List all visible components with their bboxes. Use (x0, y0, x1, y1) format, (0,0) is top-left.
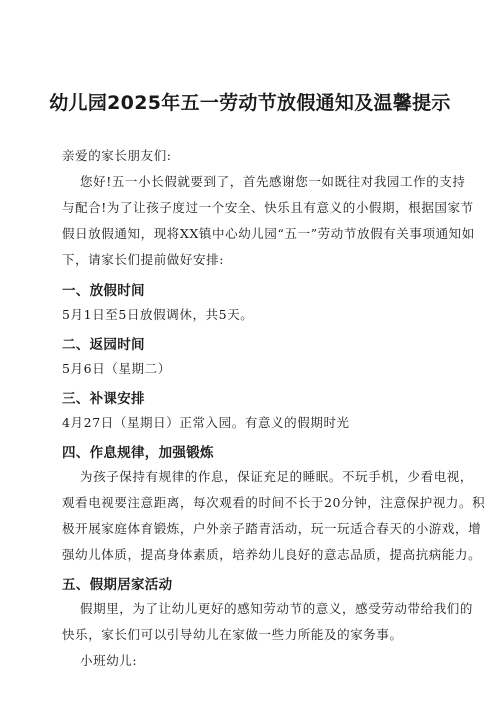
section-text-makeup: 4月27日（星期日）正常入园。有意义的假期时光 (62, 415, 350, 430)
greeting: 亲爱的家长朋友们: (62, 148, 172, 163)
section-heading-routine: 四、作息规律，加强锻炼 (62, 445, 214, 461)
section-text-return: 5月6日（星期二） (62, 361, 171, 376)
section-text-home-2: 快乐，家长们可以引导幼儿在家做一些力所能及的家务事。 (62, 627, 403, 642)
section-text-routine-1: 为孩子保持有规律的作息，保证充足的睡眠。不玩手机，少看电视， (80, 469, 474, 484)
intro-line-4: 下，请家长们提前做好安排: (62, 252, 225, 267)
intro-line-3: 假日放假通知，现将XX镇中心幼儿园“五一”劳动节放假有关事项通知如 (62, 226, 475, 241)
section-text-routine-3: 极开展家庭体育锻炼，户外亲子踏青活动，玩一玩适合春天的小游戏，增 (62, 521, 482, 536)
section-text-home-1: 假期里，为了让幼儿更好的感知劳动节的意义，感受劳动带给我们的 (80, 601, 474, 616)
intro-line-1: 您好!五一小长假就要到了，首先感谢您一如既往对我园工作的支持 (80, 174, 466, 189)
section-heading-return: 二、返园时间 (62, 337, 145, 353)
intro-line-2: 与配合!为了让孩子度过一个安全、快乐且有意义的小假期，根据国家节 (62, 200, 474, 215)
closing-line: 小班幼儿: (80, 653, 138, 668)
section-text-routine-4: 强幼儿体质，提高身体素质，培养幼儿良好的意志品质，提高抗病能力。 (62, 547, 482, 562)
document-title: 幼儿园2025年五一劳动节放假通知及温馨提示 (49, 92, 451, 114)
section-text-routine-2: 观看电视要注意距离，每次观看的时间不长于20分钟，注意保护视力。积 (62, 495, 486, 510)
section-text-holiday: 5月1日至5日放假调休，共5天。 (62, 307, 254, 322)
section-heading-holiday: 一、放假时间 (62, 283, 145, 299)
section-heading-makeup: 三、补课安排 (62, 391, 145, 407)
section-heading-home: 五、假期居家活动 (62, 577, 173, 593)
